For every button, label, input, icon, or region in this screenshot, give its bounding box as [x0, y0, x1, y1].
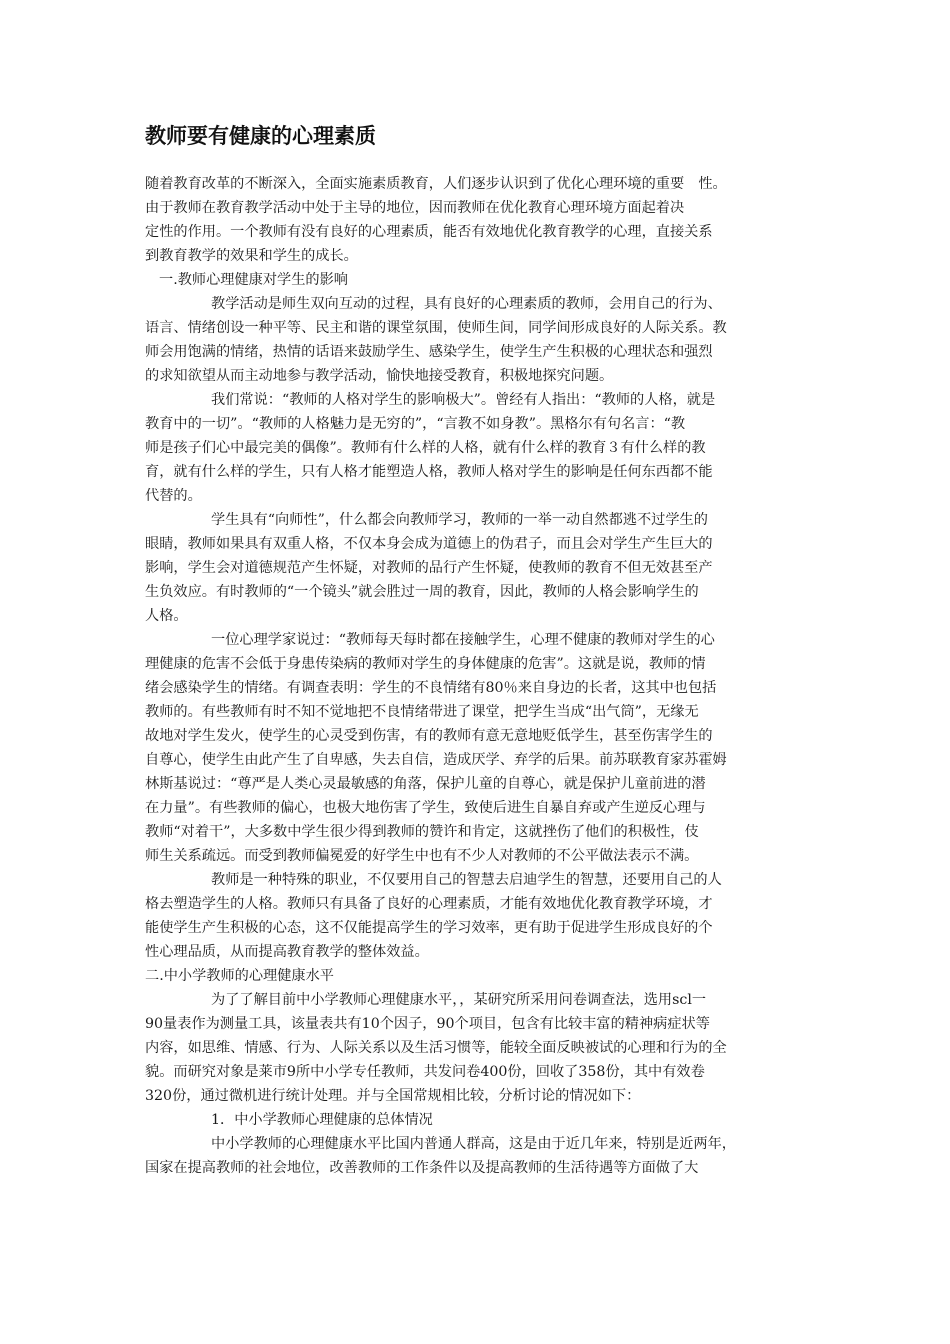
paragraph-line: 我们常说：“教师的人格对学生的影响极大”。曾经有人指出：“教师的人格，就是	[211, 392, 716, 408]
document-body	[145, 172, 835, 1180]
paragraph-line: 的求知欲望从而主动地参与教学活动，愉快地接受教育，积极地探究问题。	[145, 368, 614, 384]
paragraph-line: 教师是一种特殊的职业，不仅要用自己的智慧去启迪学生的智慧，还要用自己的人	[211, 872, 722, 888]
paragraph-line: 教师“对着干”，大多数中学生很少得到教师的赞许和肯定，这就挫伤了他们的积极性，伎	[145, 824, 699, 840]
paragraph-line: 一位心理学家说过：“教师每天每时都在接触学生，心理不健康的教师对学生的心	[211, 632, 715, 648]
paragraph-line: 语言、情绪创设一种平等、民主和谐的课堂氛围，使师生间，同学间形成良好的人际关系。教	[145, 320, 727, 336]
document-title: 教师要有健康的心理素质	[145, 124, 376, 148]
paragraph-line: 为了了解目前中小学教师心理健康水平，，某研究所采用问卷调查法，选用scl一	[211, 992, 707, 1008]
paragraph-line: 性心理品质，从而提高教育教学的整体效益。	[145, 944, 429, 960]
intro-line: 到教育教学的效果和学生的成长。	[145, 248, 358, 264]
paragraph-line: 眼睛，教师如果具有双重人格，不仅本身会成为道德上的伪君子，而且会对学生产生巨大的	[145, 536, 713, 552]
paragraph-line: 貌。而研究对象是莱市9所中小学专任教师，共发问卷400份，回收了358份，其中有效卷	[145, 1064, 705, 1080]
paragraph-line: 国家在提高教师的社会地位，改善教师的工作条件以及提高教师的生活待遇等方面做了大	[145, 1160, 699, 1176]
paragraph-line: 教育中的一切”。“教师的人格魅力是无穷的”，“言教不如身教”。黑格尔有句名言：“教	[145, 416, 686, 432]
paragraph-line: 格去塑造学生的人格。教师只有具备了良好的心理素质，才能有效地优化教育教学环境，才	[145, 896, 713, 912]
section-heading: 二.中小学教师的心理健康水平	[145, 968, 334, 984]
paragraph-line: 故地对学生发火，使学生的心灵受到伤害，有的教师有意无意地贬低学生，甚至伤害学生的	[145, 728, 713, 744]
paragraph-line: 理健康的危害不会低于身患传染病的教师对学生的身体健康的危害”。这就是说，教师的情	[145, 656, 706, 672]
paragraph-line: 代替的。	[145, 488, 202, 504]
paragraph-line: 教师的。有些教师有时不知不觉地把不良情绪带进了课堂，把学生当成“出气筒”，无缘无	[145, 704, 699, 720]
paragraph-line: 影响，学生会对道德规范产生怀疑，对教师的品行产生怀疑，使教师的教育不但无效甚至产	[145, 560, 713, 576]
paragraph-line: 生负效应。有时教师的“一个镜头”就会胜过一周的教育，因此，教师的人格会影响学生的	[145, 584, 699, 600]
paragraph-line: 320份，通过微机进行统计处理。并与全国常规相比较，分析讨论的情况如下：	[145, 1088, 641, 1104]
paragraph-line: 90量表作为测量工具，该量表共有10个因子，90个项目，包含有比较丰富的精神病症状等	[145, 1016, 710, 1032]
paragraph-line: 师是孩子们心中最完美的偶像”。教师有什么样的人格，就有什么样的教育３有什么样的教	[145, 440, 706, 456]
paragraph-line: 师会用饱满的情绪，热情的话语来鼓励学生、感染学生，使学生产生积极的心理状态和强烈	[145, 344, 713, 360]
paragraph-line: 师生关系疏远。而受到教师偏冕爱的好学生中也有不少人对教师的不公平做法表示不满。	[145, 848, 699, 864]
paragraph-line: 内容，如思维、情感、行为、人际关系以及生活习惯等，能较全面反映被试的心理和行为的全	[145, 1040, 727, 1056]
paragraph-line: 林斯基说过：“尊严是人类心灵最敏感的角落，保护儿童的自尊心，就是保护儿童前进的潜	[145, 776, 706, 792]
paragraph-line: 能使学生产生积极的心态，这不仅能提高学生的学习效率，更有助于促进学生形成良好的个	[145, 920, 713, 936]
subsection-heading: 1．中小学教师心理健康的总体情况	[211, 1112, 433, 1128]
paragraph-line: 在力量”。有些教师的偏心，也极大地伤害了学生，致使后进生自暴自弃或产生逆反心理与	[145, 800, 706, 816]
section-heading: 一.教师心理健康对学生的影响	[159, 272, 348, 288]
paragraph-line: 学生具有“向师性”，什么都会向教师学习，教师的一举一动自然都逃不过学生的	[211, 512, 708, 528]
intro-line: 定性的作用。一个教师有没有良好的心理素质，能否有效地优化教育教学的心理，直接关系	[145, 224, 713, 240]
intro-line: 随着教育改革的不断深入，全面实施素质教育，人们逐步认识到了优化心理环境的重要 性。	[145, 176, 727, 192]
paragraph-line: 教学活动是师生双向互动的过程，具有良好的心理素质的教师，会用自己的行为、	[211, 296, 722, 312]
paragraph-line: 人格。	[145, 608, 188, 624]
paragraph-line: 自尊心，使学生由此产生了自卑感，失去自信，造成厌学、弃学的后果。前苏联教育家苏霍姆	[145, 752, 727, 768]
paragraph-line: 绪会感染学生的情绪。有调查表明：学生的不良情绪有80％来自身边的长者，这其中也包括	[145, 680, 717, 696]
paragraph-line: 中小学教师的心理健康水平比国内普通人群高，这是由于近几年来，特别是近两年，	[211, 1136, 736, 1152]
intro-line: 由于教师在教育教学活动中处于主导的地位，因而教师在优化教育心理环境方面起着决	[145, 200, 685, 216]
paragraph-line: 育，就有什么样的学生，只有人格才能塑造人格，教师人格对学生的影响是任何东西都不能	[145, 464, 713, 480]
